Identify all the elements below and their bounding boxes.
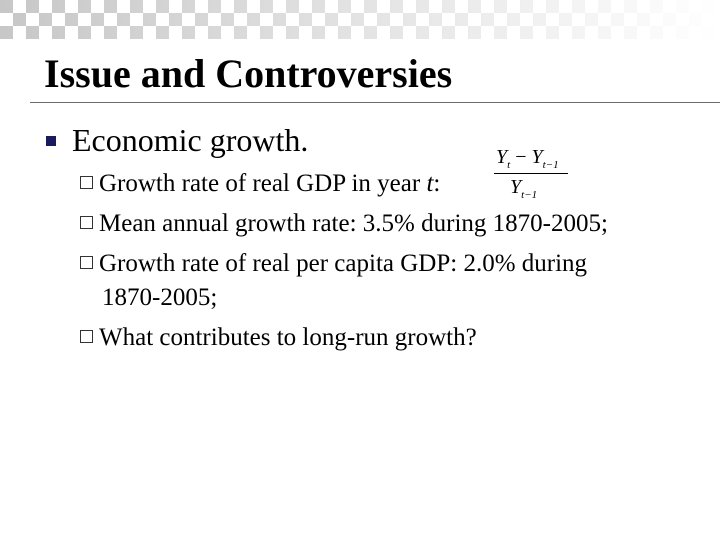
growth-rate-formula [492, 146, 570, 210]
checker-decoration [0, 0, 720, 40]
sub-bullet-long-run [80, 324, 477, 352]
formula-numerator: $Y_t - Y_{t-1}$ [496, 146, 559, 171]
sub-bullet-text: Mean annual growth rate: 3.5% during 1870-2005; [99, 210, 608, 237]
hollow-square-icon [80, 216, 93, 229]
fraction-bar [494, 173, 568, 174]
sub-bullet-per-capita-cont: 1870-2005; [102, 284, 218, 311]
filled-square-icon [46, 136, 56, 146]
sub-bullet-text: Growth rate of real GDP in year [99, 170, 427, 197]
sub-bullet-growth-rate [80, 170, 440, 198]
formula-denominator: $Y_{t-1}$ [510, 176, 538, 201]
variable-t: t [426, 170, 434, 197]
sub-bullet-mean-growth [80, 210, 608, 238]
hollow-square-icon [80, 256, 93, 269]
sub-bullet-text: Growth rate of real per capita GDP: 2.0% during [99, 250, 588, 277]
slide-title: Issue and Controversies [44, 51, 453, 96]
hollow-square-icon [80, 176, 93, 189]
hollow-square-icon [80, 330, 93, 343]
title-divider [30, 102, 720, 103]
colon: : [433, 170, 441, 197]
sub-bullet-per-capita [80, 250, 587, 278]
bullet-economic-growth: Economic growth. [72, 122, 309, 158]
sub-bullet-text: What contributes to long-run growth? [99, 324, 477, 351]
